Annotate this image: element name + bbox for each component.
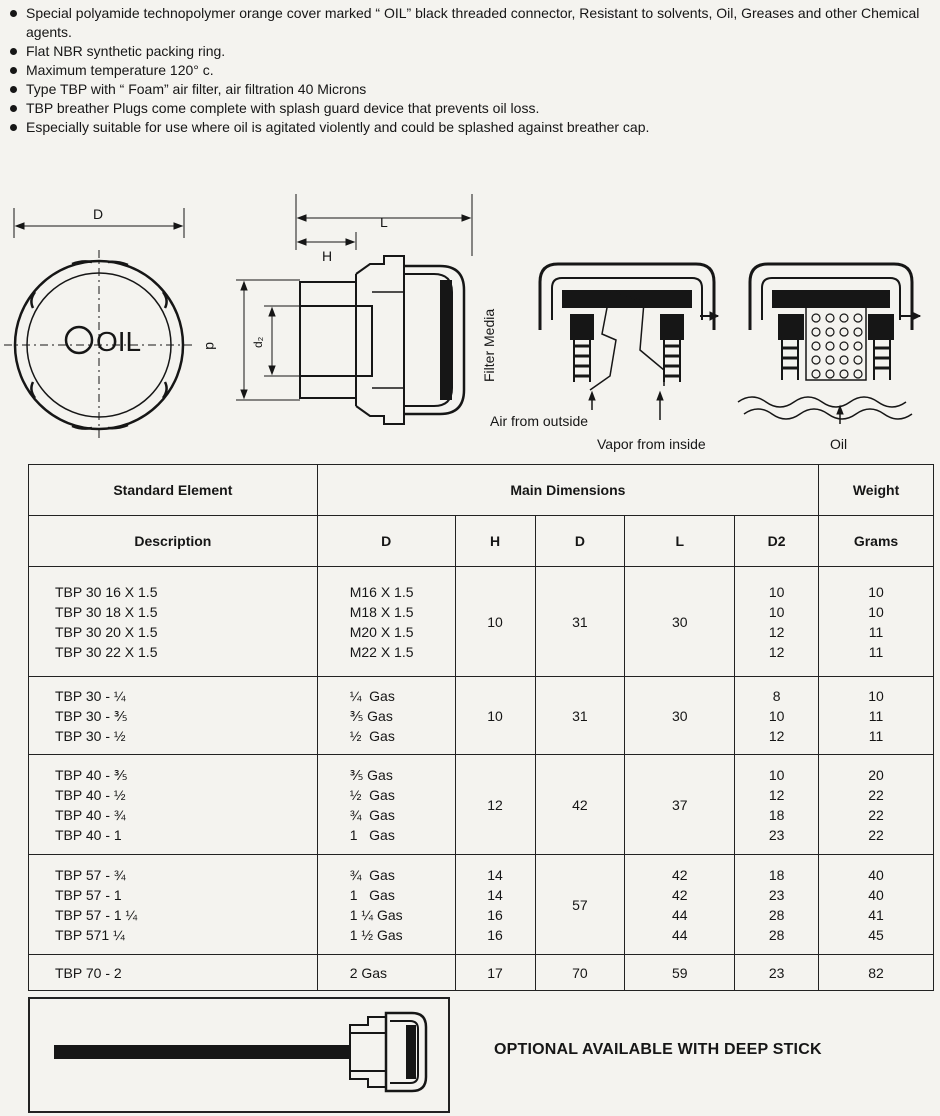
table-cell-l <box>625 755 735 855</box>
cell-line: 10 <box>487 613 503 630</box>
cell-line: 12 <box>487 796 503 813</box>
dim-label-H: H <box>322 248 333 264</box>
cell-line: TBP 30 16 X 1.5 <box>55 583 158 600</box>
dimensions-table <box>28 464 934 991</box>
table-column-header-row <box>29 516 934 567</box>
header-l: L <box>625 516 735 567</box>
table-cell-d2 <box>735 677 819 755</box>
cell-line: 1 Gas <box>349 826 395 843</box>
cell-line: M18 X 1.5 <box>349 603 414 620</box>
cell-line: 42 <box>671 866 688 883</box>
cell-line: 10 <box>768 766 785 783</box>
cell-line: TBP 30 - ⅗ <box>55 707 128 724</box>
cell-line: TBP 30 - ½ <box>55 727 126 744</box>
table-cell-h <box>455 677 535 755</box>
table-cell-desc <box>29 755 318 855</box>
cell-line: ⅗ Gas <box>349 766 393 783</box>
cell-line: 11 <box>868 623 884 640</box>
cell-line: 30 <box>671 613 688 630</box>
cell-line: 1 ½ Gas <box>349 926 403 943</box>
table-cell-l <box>625 567 735 677</box>
cell-line: 1 Gas <box>349 886 395 903</box>
cell-line: 44 <box>671 906 688 923</box>
table-cell-dd: 31 <box>535 677 625 755</box>
cell-line: 11 <box>868 643 884 660</box>
dim-label-d2: d₂ <box>251 336 265 348</box>
cell-line: ½ Gas <box>349 727 395 744</box>
cell-line: ½ Gas <box>349 786 395 803</box>
cell-line: 82 <box>868 964 884 981</box>
cell-line: 12 <box>768 623 785 640</box>
header-description: Description <box>29 516 318 567</box>
table-cell-grams <box>819 855 934 955</box>
cap-top-view <box>4 208 196 442</box>
feature-item: Special polyamide technopolymer orange cover marked “ OIL” black threaded connector, Resistant to solvents, Oil, Greases and other Chemical agents. <box>10 4 935 42</box>
cell-line: M20 X 1.5 <box>349 623 414 640</box>
cell-line: TBP 57 - ¾ <box>55 866 126 883</box>
cell-line: ¼ Gas <box>349 687 395 704</box>
cell-line: 40 <box>868 866 884 883</box>
cell-line: 30 <box>671 707 688 724</box>
header-main-dimensions: Main Dimensions <box>317 465 818 516</box>
header-weight: Weight <box>819 465 934 516</box>
table-row <box>29 567 934 677</box>
cell-line: 40 <box>868 886 884 903</box>
table-cell-thread <box>317 755 455 855</box>
technical-drawing <box>0 180 940 462</box>
filter-media-label: Filter Media <box>481 308 497 382</box>
cell-line: 28 <box>768 926 785 943</box>
cell-line: 18 <box>768 806 785 823</box>
table-row <box>29 755 934 855</box>
cell-line: M16 X 1.5 <box>349 583 414 600</box>
cell-line: 2 Gas <box>349 964 388 981</box>
cell-line: 12 <box>768 727 785 744</box>
cell-line: 41 <box>868 906 884 923</box>
table-cell-grams <box>819 677 934 755</box>
table-cell-thread <box>317 567 455 677</box>
table-group-header-row <box>29 465 934 516</box>
cell-line: 23 <box>768 826 785 843</box>
table-cell-desc <box>29 855 318 955</box>
cell-line: 23 <box>768 964 785 981</box>
cell-line: 10 <box>768 583 785 600</box>
cell-line: TBP 30 22 X 1.5 <box>55 643 158 660</box>
table-cell-d2 <box>735 855 819 955</box>
table-cell-desc <box>29 955 318 991</box>
cell-line: 16 <box>487 926 503 943</box>
table-cell-dd: 70 <box>535 955 625 991</box>
table-cell-desc <box>29 567 318 677</box>
cell-line: 28 <box>768 906 785 923</box>
table-cell-desc <box>29 677 318 755</box>
cell-line: 10 <box>768 707 785 724</box>
cell-line: ¾ Gas <box>349 866 395 883</box>
cell-line: TBP 57 - 1 <box>55 886 122 903</box>
table-cell-thread <box>317 677 455 755</box>
table-cell-l <box>625 677 735 755</box>
table-cell-d2 <box>735 755 819 855</box>
cell-line: 44 <box>671 926 688 943</box>
table-cell-h <box>455 755 535 855</box>
header-diameter-d: D <box>535 516 625 567</box>
dim-label-L: L <box>380 214 388 230</box>
air-from-outside-label: Air from outside <box>490 413 589 429</box>
cell-line: 37 <box>671 796 688 813</box>
table-cell-l <box>625 955 735 991</box>
cell-line: M22 X 1.5 <box>349 643 414 660</box>
table-cell-thread <box>317 855 455 955</box>
header-grams: Grams <box>819 516 934 567</box>
cell-line: TBP 30 20 X 1.5 <box>55 623 158 640</box>
cell-line: 22 <box>868 806 884 823</box>
cell-line: ¾ Gas <box>349 806 395 823</box>
cell-line: 18 <box>768 866 785 883</box>
section-air-vapor <box>540 264 718 420</box>
cell-line: 42 <box>671 886 688 903</box>
cell-line: TBP 57 - 1 ¼ <box>55 906 138 923</box>
cell-line: 8 <box>772 687 781 704</box>
vapor-from-inside-label: Vapor from inside <box>597 436 706 452</box>
cap-oil-text: OIL <box>96 326 142 357</box>
table-cell-grams <box>819 955 934 991</box>
table-cell-dd: 57 <box>535 855 625 955</box>
table-cell-h <box>455 855 535 955</box>
cell-line: TBP 30 - ¼ <box>55 687 126 704</box>
cell-line: 10 <box>768 603 785 620</box>
header-standard-element: Standard Element <box>29 465 318 516</box>
header-h: H <box>455 516 535 567</box>
cell-line: 23 <box>768 886 785 903</box>
table-cell-h <box>455 955 535 991</box>
feature-item: Flat NBR synthetic packing ring. <box>10 42 935 61</box>
cell-line: 10 <box>868 603 884 620</box>
feature-item: Type TBP with “ Foam” air filter, air filtration 40 Microns <box>10 80 935 99</box>
cell-line: 59 <box>671 964 688 981</box>
table-cell-grams <box>819 755 934 855</box>
cell-line: 11 <box>868 707 884 724</box>
optional-deep-stick-note: OPTIONAL AVAILABLE WITH DEEP STICK <box>494 1041 822 1058</box>
table-cell-d2 <box>735 567 819 677</box>
cell-line: 10 <box>868 687 884 704</box>
cell-line: 12 <box>768 786 785 803</box>
cell-line: 12 <box>768 643 785 660</box>
cell-line: TBP 70 - 2 <box>55 964 122 981</box>
cell-line: TBP 571 ¼ <box>55 926 125 943</box>
cell-line: ⅗ Gas <box>349 707 393 724</box>
feature-item: Maximum temperature 120° c. <box>10 61 935 80</box>
table-row <box>29 855 934 955</box>
table-cell-d2 <box>735 955 819 991</box>
table-cell-grams <box>819 567 934 677</box>
feature-item: Especially suitable for use where oil is agitated violently and could be splashed against breather cap. <box>10 118 935 137</box>
dim-label-d: d <box>203 342 219 350</box>
cell-line: TBP 40 - ¾ <box>55 806 126 823</box>
section-foam-oil <box>738 264 920 424</box>
cell-line: TBP 40 - ½ <box>55 786 126 803</box>
header-d2: D2 <box>735 516 819 567</box>
cell-line: 11 <box>868 727 884 744</box>
cell-line: 17 <box>487 964 503 981</box>
table-row <box>29 955 934 991</box>
deep-stick-drawing <box>30 999 448 1111</box>
header-thread-d: D <box>317 516 455 567</box>
cell-line: 45 <box>868 926 884 943</box>
cell-line: 20 <box>868 766 884 783</box>
table-cell-h <box>455 567 535 677</box>
cell-line: 22 <box>868 826 884 843</box>
cell-line: 22 <box>868 786 884 803</box>
cell-line: TBP 40 - 1 <box>55 826 122 843</box>
cell-line: TBP 40 - ⅗ <box>55 766 128 783</box>
table-cell-thread <box>317 955 455 991</box>
cell-line: 14 <box>487 866 503 883</box>
feature-item: TBP breather Plugs come complete with splash guard device that prevents oil loss. <box>10 99 935 118</box>
cell-line: 1 ¼ Gas <box>349 906 403 923</box>
table-row <box>29 677 934 755</box>
cell-line: 14 <box>487 886 503 903</box>
table-cell-dd: 31 <box>535 567 625 677</box>
oil-label: Oil <box>830 436 848 452</box>
cell-line: 16 <box>487 906 503 923</box>
feature-list <box>10 4 935 137</box>
dim-label-D: D <box>93 206 104 222</box>
side-view <box>236 194 472 424</box>
table-cell-l <box>625 855 735 955</box>
cell-line: 10 <box>487 707 503 724</box>
cell-line: TBP 30 18 X 1.5 <box>55 603 158 620</box>
table-cell-dd: 42 <box>535 755 625 855</box>
cell-line: 10 <box>868 583 884 600</box>
deep-stick-illustration <box>28 997 450 1113</box>
